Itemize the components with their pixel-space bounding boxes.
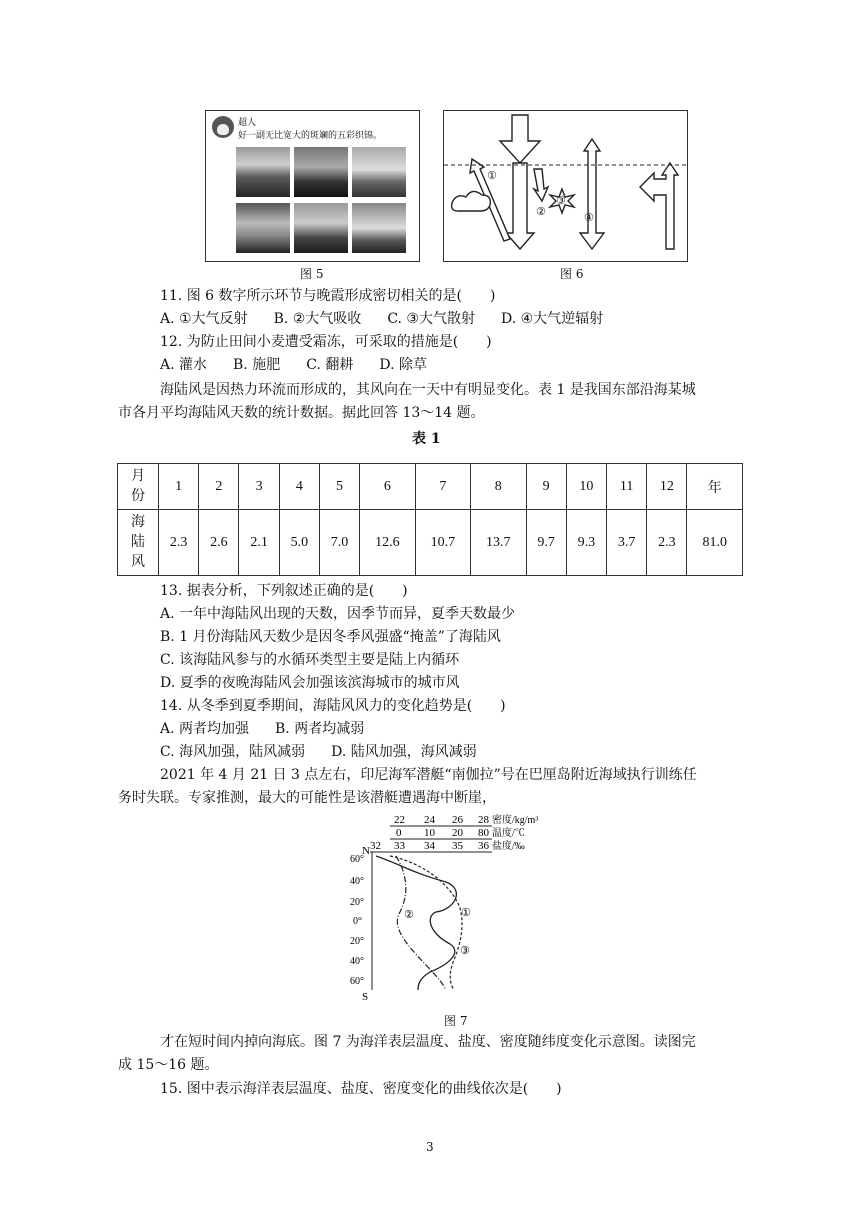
lat-tick: 60° [350, 976, 364, 987]
salinity-tick: 35 [452, 840, 463, 852]
option-d: D. 除草 [379, 357, 427, 373]
option-c: C. 翻耕 [306, 357, 354, 373]
label-4: ④ [584, 211, 594, 224]
option-c: C. 该海陆风参与的水循环类型主要是陆上内循环 [160, 652, 460, 668]
curve-label-2: ② [404, 909, 414, 921]
label-3: ③ [556, 194, 566, 207]
option-c: C. ③大气散射 [387, 311, 475, 327]
value-cell: 7.0 [319, 510, 359, 576]
figure-6 [443, 110, 688, 262]
intro-paragraph-line: 海陆风是因热力环流而形成的，其风向在一天中有明显变化。表 1 是我国东部沿海某城 [160, 382, 696, 398]
post-text: 好一副无比宽大的斑斓的五彩织锦。 [238, 131, 383, 141]
sunset-photo [352, 203, 406, 253]
value-cell: 3.7 [607, 510, 647, 576]
question-15: 15. 图中表示海洋表层温度、盐度、密度变化的曲线依次是( ) [160, 1081, 562, 1097]
temp-label: 温度/℃ [492, 828, 525, 839]
row-header: 海 陆 风 [118, 510, 159, 576]
sunset-photo [294, 203, 348, 253]
lat-tick: 40° [350, 956, 364, 967]
lat-tick: 20° [350, 897, 364, 908]
option-b: B. 两者均减弱 [275, 721, 365, 737]
value-cell: 2.6 [199, 510, 239, 576]
question-14-options-cd [160, 742, 477, 762]
month-cell: 12 [647, 464, 687, 510]
question-11: 11. 图 6 数字所示环节与晚霞形成密切相关的是( ) [160, 288, 496, 304]
radiation-diagram [444, 111, 687, 261]
month-cell: 10 [566, 464, 606, 510]
sunset-photo [236, 147, 290, 197]
figure-6-caption: 图 6 [560, 267, 584, 281]
table-1-title: 表 1 [412, 431, 441, 447]
salinity-tick: 32 [370, 840, 381, 852]
option-d: D. 夏季的夜晚海陆风会加强该滨海城市的城市风 [160, 675, 460, 691]
question-12: 12. 为防止田间小麦遭受霜冻，可采取的措施是( ) [160, 334, 492, 350]
post-username: 超人 [238, 118, 257, 128]
label-2: ② [536, 205, 546, 218]
month-cell: 3 [239, 464, 279, 510]
intro-paragraph-line: 务时失联。专家推测，最大的可能性是该潜艇遭遇海中断崖， [118, 790, 496, 806]
intro-paragraph-line: 成 15～16 题。 [118, 1057, 219, 1073]
value-cell: 2.3 [159, 510, 199, 576]
south-label: S [362, 991, 369, 1002]
salinity-tick: 36 [478, 840, 489, 852]
density-tick: 28 [478, 814, 489, 826]
figure-5 [205, 110, 420, 262]
question-14-options-ab [160, 719, 364, 739]
density-tick: 24 [424, 814, 435, 826]
ground-radiation-arrow [640, 163, 678, 249]
option-a: A. 灌水 [160, 357, 208, 373]
lat-tick: 60° [350, 854, 364, 865]
value-cell: 5.0 [279, 510, 319, 576]
option-a: A. 两者均加强 [160, 721, 250, 737]
intro-paragraph-line: 2021 年 4 月 21 日 3 点左右，印尼海军潜艇“南伽拉”号在巴厘岛附近海域执行训练任 [160, 767, 697, 783]
lat-tick: 20° [350, 936, 364, 947]
value-cell: 9.7 [526, 510, 566, 576]
density-tick: 22 [394, 814, 405, 826]
question-14: 14. 从冬季到夏季期间，海陆风风力的变化趋势是( ) [160, 698, 506, 714]
option-a: A. 一年中海陆风出现的天数，因季节而异，夏季天数最少 [160, 606, 516, 622]
counter-radiation-arrow [580, 139, 604, 249]
row-header: 月 份 [118, 464, 159, 510]
value-cell: 13.7 [471, 510, 526, 576]
option-b: B. ②大气吸收 [273, 311, 362, 327]
lat-tick: 40° [350, 876, 364, 887]
salinity-tick: 34 [424, 840, 435, 852]
page-number: 3 [426, 1140, 434, 1154]
month-cell: 2 [199, 464, 239, 510]
value-cell: 2.1 [239, 510, 279, 576]
question-11-options [160, 309, 603, 329]
ocean-profile-chart [350, 812, 550, 1002]
temp-tick: 20 [452, 827, 463, 839]
salinity-tick: 33 [394, 840, 405, 852]
month-cell: 7 [415, 464, 470, 510]
month-cell: 11 [607, 464, 647, 510]
salinity-label: 盐度/‰ [492, 841, 525, 852]
value-cell: 81.0 [687, 510, 743, 576]
label-1: ① [487, 169, 497, 182]
table-row [118, 464, 743, 510]
value-cell: 12.6 [360, 510, 415, 576]
month-cell: 1 [159, 464, 199, 510]
sunset-photo [352, 147, 406, 197]
value-cell: 10.7 [415, 510, 470, 576]
value-cell: 9.3 [566, 510, 606, 576]
option-c: C. 海风加强，陆风减弱 [160, 744, 306, 760]
sunset-photo [236, 203, 290, 253]
north-label: N [362, 845, 370, 857]
month-cell: 8 [471, 464, 526, 510]
temp-tick: 80 [478, 827, 489, 839]
curve-label-1: ① [461, 907, 471, 919]
lat-tick: 0° [353, 916, 362, 927]
figure-7 [350, 812, 550, 1002]
option-d: D. 陆风加强，海风减弱 [331, 744, 477, 760]
curve-3 [376, 856, 456, 990]
curve-label-3: ③ [460, 945, 470, 957]
option-d: D. ④大气逆辐射 [500, 311, 604, 327]
value-cell: 2.3 [647, 510, 687, 576]
question-12-options [160, 355, 427, 375]
density-label: 密度/kg/m³ [492, 815, 539, 826]
temp-tick: 10 [424, 827, 435, 839]
month-cell: 5 [319, 464, 359, 510]
table-1 [117, 463, 743, 576]
question-13: 13. 据表分析，下列叙述正确的是( ) [160, 583, 408, 599]
density-tick: 26 [452, 814, 463, 826]
option-b: B. 1 月份海陆风天数少是因冬季风强盛“掩盖”了海陆风 [160, 629, 501, 645]
option-b: B. 施肥 [233, 357, 281, 373]
avatar [212, 116, 234, 138]
option-a: A. ①大气反射 [160, 311, 248, 327]
month-cell: 年 [687, 464, 743, 510]
intro-paragraph-line: 才在短时间内掉向海底。图 7 为海洋表层温度、盐度、密度随纬度变化示意图。读图完 [160, 1034, 696, 1050]
month-cell: 6 [360, 464, 415, 510]
month-cell: 4 [279, 464, 319, 510]
table-row [118, 510, 743, 576]
temp-tick: 0 [396, 827, 402, 839]
figure-5-caption: 图 5 [300, 267, 324, 281]
month-cell: 9 [526, 464, 566, 510]
figure-7-caption: 图 7 [444, 1014, 468, 1028]
intro-paragraph-line: 市各月平均海陆风天数的统计数据。据此回答 13～14 题。 [118, 405, 485, 421]
solar-radiation-arrow [500, 115, 540, 163]
curve-2 [396, 856, 446, 990]
sunset-photo [294, 147, 348, 197]
